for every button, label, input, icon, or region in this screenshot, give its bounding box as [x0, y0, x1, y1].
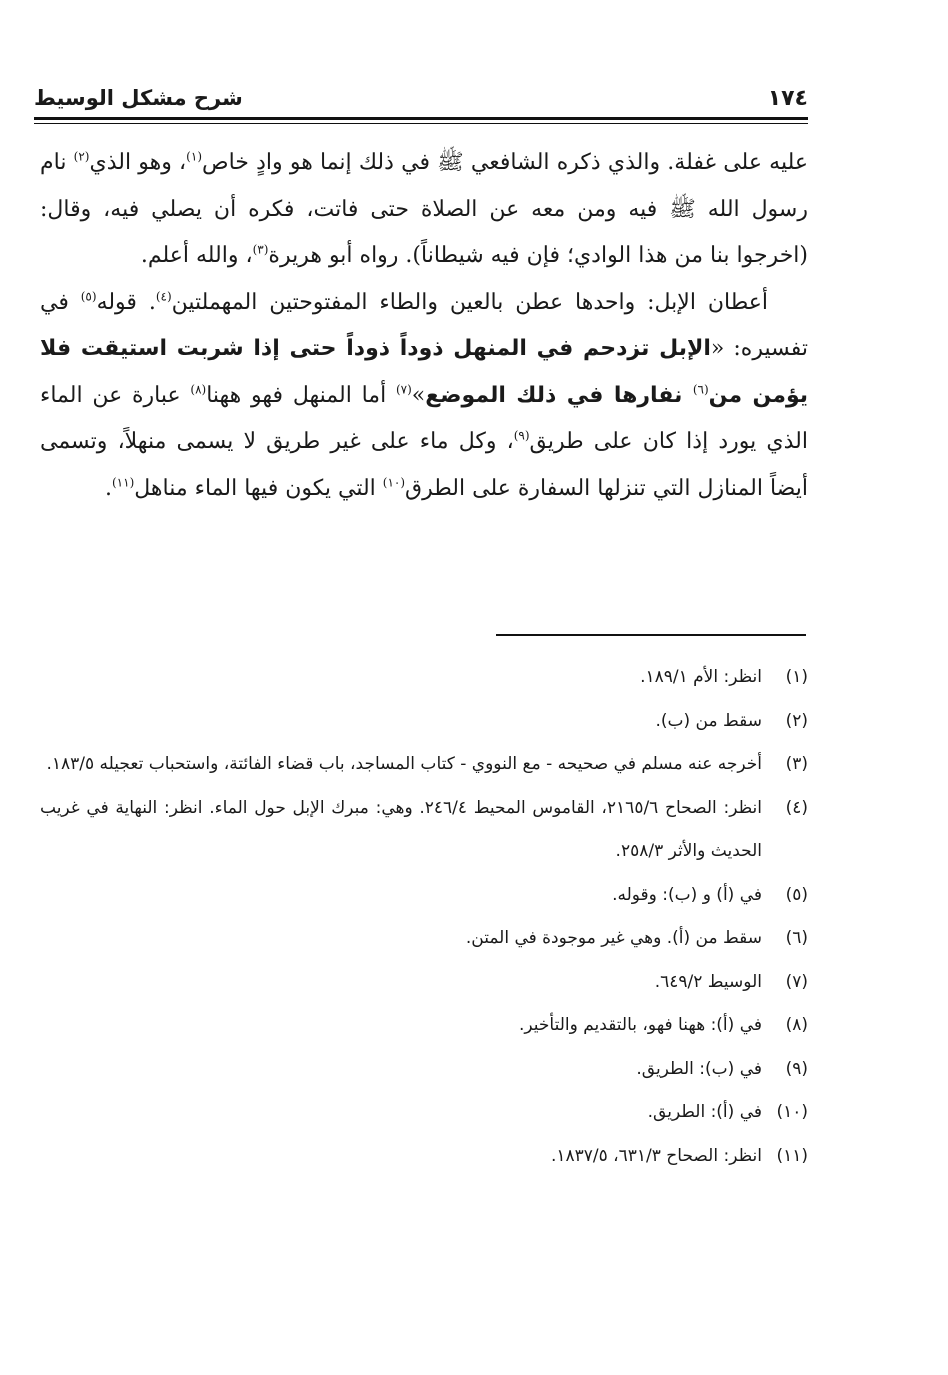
footnote-text: في (ب): الطريق.	[636, 1058, 762, 1079]
footnote-number: (٦)	[785, 928, 808, 948]
footnote-3	[40, 743, 808, 787]
footnote-number: (١)	[785, 667, 808, 687]
footnote-1	[40, 656, 808, 700]
footnote-number: (٧)	[785, 971, 808, 992]
header-rule-thin	[34, 123, 808, 124]
footnote-ref-11: (١١)	[111, 475, 135, 490]
running-title: شرح مشكل الوسيط	[34, 86, 243, 110]
text-span: أعطان الإبل: واحدها عطن بالعين والطاء المفتوحتين المهملتين	[171, 289, 768, 315]
text-span: ، وكل ماء على غير طريق لا يسمى منهلاً، وتسمى أيضاً المنازل التي تنزلها السفارة على الطرق	[40, 429, 808, 501]
text-span: التي يكون فيها الماء مناهل	[134, 475, 383, 501]
text-span: ، والله أعلم.	[140, 243, 253, 268]
text-span: في تفسيره: «	[40, 289, 808, 361]
footnote-6	[40, 917, 808, 961]
quoted-text: الإبل تزدحم في المنهل ذوداً ذوداً حتى إذا شربت استيقت فلا يؤمن من	[40, 336, 808, 408]
honorific-symbol: ﷺ	[437, 150, 464, 175]
footnote-number: (١٠)	[776, 1102, 808, 1122]
main-text	[40, 140, 808, 512]
footnote-text: في (أ) و (ب): وقوله.	[612, 884, 762, 905]
footnote-number: (٨)	[785, 1015, 808, 1035]
text-span: ، وهو الذي	[89, 150, 187, 175]
footnote-number: (٣)	[785, 754, 808, 774]
footnote-ref-4: (٤)	[155, 289, 172, 304]
footnote-7	[40, 961, 808, 1005]
footnote-text: سقط من (ب).	[655, 710, 762, 731]
footnote-2	[40, 700, 808, 744]
footnote-number: (٤)	[785, 797, 808, 818]
text-span: فيه ومن معه عن الصلاة حتى فاتت، فكره أن يصلي فيه، وقال: (اخرجوا بنا من هذا الوادي؛ فإن فيه شيطاناً). رواه أبو هريرة	[40, 196, 808, 268]
footnote-4	[40, 787, 808, 874]
quoted-text: نفارها في ذلك الموضع	[425, 382, 693, 408]
text-span: أما المنهل فهو ههنا	[206, 382, 396, 408]
footnote-ref-1: (١)	[186, 149, 202, 164]
paragraph-2	[40, 280, 808, 513]
footnote-ref-3: (٣)	[252, 242, 269, 257]
text-span: في ذلك إنما هو وادٍ خاص	[202, 150, 438, 175]
footnote-ref-5: (٥)	[80, 289, 97, 304]
page-number: ١٧٤	[767, 86, 808, 111]
footnote-10	[40, 1091, 808, 1135]
footnote-5	[40, 874, 808, 918]
honorific-symbol: ﷺ	[669, 196, 696, 222]
text-span: .	[104, 475, 112, 501]
footnote-ref-9: (٩)	[513, 428, 530, 443]
footnote-text: في (أ): الطريق.	[647, 1102, 762, 1122]
footnote-text: في (أ): ههنا فهو، بالتقديم والتأخير.	[518, 1015, 762, 1035]
text-span: نام رسول الله	[40, 150, 808, 222]
text-span: »	[411, 382, 426, 408]
footnote-ref-2: (٢)	[73, 149, 90, 164]
footnote-number: (٩)	[785, 1058, 808, 1079]
text-span: عبارة عن الماء الذي يورد إذا كان على طريق	[40, 382, 808, 454]
footnote-text: انظر: الأم ١٨٩/١.	[640, 667, 762, 687]
footnote-ref-10: (١٠)	[382, 475, 406, 490]
footnote-text: أخرجه عنه مسلم في صحيحه - مع النووي - كتاب المساجد، باب قضاء الفائتة، واستحباب تعجيله ١٨٣/٥.	[46, 754, 762, 774]
footnote-11	[40, 1135, 808, 1179]
footnote-text: الوسيط ٦٤٩/٢.	[654, 971, 762, 992]
footnote-text: انظر: الصحاح ٦٣١/٣، ١٨٣٧/٥.	[550, 1145, 762, 1166]
footnote-text: انظر: الصحاح ٢١٦٥/٦، القاموس المحيط ٢٤٦/٤. وهي: مبرك الإبل حول الماء. انظر: النهاية في غريب الحديث والأثر ٢٥٨/٣.	[40, 797, 762, 861]
footnote-ref-6: (٦)	[692, 382, 709, 397]
text-span: عليه على غفلة. والذي ذكره الشافعي	[463, 150, 808, 175]
footnotes	[40, 656, 808, 1178]
paragraph-1	[40, 140, 808, 280]
footnote-number: (١١)	[776, 1145, 808, 1166]
footnote-number: (٥)	[785, 884, 808, 905]
header-rule-thick	[34, 117, 808, 120]
footnote-separator	[496, 634, 806, 636]
footnote-ref-8: (٨)	[190, 382, 207, 397]
running-header	[34, 86, 808, 116]
footnote-ref-7: (٧)	[395, 382, 412, 397]
footnote-9	[40, 1048, 808, 1092]
footnote-text: سقط من (أ). وهي غير موجودة في المتن.	[465, 928, 762, 948]
footnote-number: (٢)	[785, 710, 808, 731]
text-span: . قوله	[96, 289, 156, 315]
footnote-8	[40, 1004, 808, 1048]
